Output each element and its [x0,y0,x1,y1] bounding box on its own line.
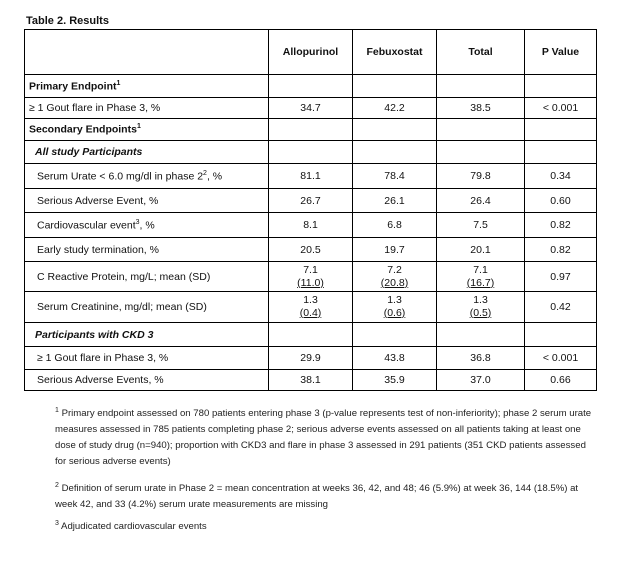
p-value-cell: 0.97 [525,262,597,292]
table-row [25,213,597,238]
row-label [25,98,269,119]
p-value-cell: 0.60 [525,189,597,213]
mean-value: 1.3 [303,294,318,306]
table-row [25,98,597,119]
empty-cell [353,141,437,164]
value-cell: 7.5 [437,213,525,238]
row-label-text: ≥ 1 Gout flare in Phase 3, % [37,352,169,364]
mean-value: 1.3 [387,294,402,306]
mean-value: 7.1 [473,263,488,276]
table-row [25,323,597,347]
sd-value: (20.8) [380,276,409,289]
footnote-marker: 2 [55,482,59,489]
value-cell: 6.8 [353,213,437,238]
value-cell: 38.1 [269,370,353,391]
row-label-text: ≥ 1 Gout flare in Phase 3, % [29,102,161,114]
footnote [55,403,595,470]
mean-value: 7.1 [303,263,318,276]
table-row [25,141,597,164]
footnote-marker: 1 [116,79,121,87]
row-label [25,347,269,370]
value-cell: 20.1 [437,238,525,262]
row-label [25,370,269,391]
column-header [25,30,269,75]
empty-cell [525,141,597,164]
empty-cell [437,119,525,141]
value-cell: 29.9 [269,347,353,370]
sd-value: (0.4) [299,307,322,319]
row-label [25,323,269,347]
empty-cell [269,141,353,164]
row-label [25,262,269,292]
column-header: Total [437,30,525,75]
row-label [25,213,269,238]
row-label-text: Serious Adverse Event, % [37,194,159,207]
value-cell: 43.8 [353,347,437,370]
table-title: Table 2. Results [26,15,109,27]
table-row [25,75,597,98]
column-header: Febuxostat [353,30,437,75]
row-label-suffix: , % [139,219,155,232]
empty-cell [269,119,353,141]
value-cell: 42.2 [353,98,437,119]
row-label [25,75,269,98]
footnote-text: Adjudicated cardiovascular events [61,521,207,533]
empty-cell [353,323,437,347]
p-value-cell: < 0.001 [525,347,597,370]
value-cell [353,262,437,292]
value-cell [353,292,437,323]
column-header: Allopurinol [269,30,353,75]
table-row [25,164,597,189]
results-table [24,29,597,391]
sd-value: (16.7) [466,276,495,289]
empty-cell [269,323,353,347]
row-label [25,141,269,164]
row-label-text: Serum Creatinine, mg/dl; mean (SD) [37,301,207,313]
row-label-text: Participants with CKD 3 [35,328,154,341]
row-label-text: Early study termination, % [37,243,159,256]
header-row [25,30,597,75]
row-label-text: Secondary Endpoints [29,123,137,136]
value-cell [269,292,353,323]
value-cell [437,262,525,292]
empty-cell [353,119,437,141]
table-row [25,238,597,262]
empty-cell [525,323,597,347]
row-label [25,164,269,189]
mean-value: 7.2 [387,263,402,276]
value-cell: 8.1 [269,213,353,238]
mean-value: 1.3 [473,294,488,306]
value-cell: 38.5 [437,98,525,119]
empty-cell [525,119,597,141]
value-cell: 37.0 [437,370,525,391]
value-cell: 26.4 [437,189,525,213]
empty-cell [525,75,597,98]
p-value-cell: 0.42 [525,292,597,323]
p-value-cell: < 0.001 [525,98,597,119]
footnote-marker: 1 [55,407,59,414]
row-label-text: Serious Adverse Events, % [37,374,164,386]
value-cell [437,292,525,323]
empty-cell [353,75,437,98]
footnote [55,478,595,513]
p-value-cell: 0.82 [525,213,597,238]
value-cell: 19.7 [353,238,437,262]
value-cell: 78.4 [353,164,437,189]
footnote-text: Definition of serum urate in Phase 2 = mean concentration at weeks 36, 42, and 48; 46 (5.9%) at week 36, 144 (18.5%) at week 42, and 33 (4.2%) serum urate measurements are missing [55,483,579,511]
table-row [25,119,597,141]
row-label [25,119,269,141]
footnote [55,516,595,535]
empty-cell [269,75,353,98]
footnote-marker: 1 [136,123,141,131]
footnote-text: Primary endpoint assessed on 780 patients entering phase 3 (p-value represents test of non-inferiority); phase 2 serum urate measures assessed in 785 patients completing phase 2; serious adverse events assessed on all patients taking at least one dose of study drug (n=940); proportion with CKD3 and flare in phase 3 assessed in 291 patients (351 CKD patients assessed for serious adverse events) [55,408,592,468]
value-cell: 36.8 [437,347,525,370]
footnote-marker: 3 [135,218,140,226]
value-cell: 81.1 [269,164,353,189]
footnote-marker: 2 [203,169,207,177]
sd-value: (0.5) [469,307,492,319]
empty-cell [437,323,525,347]
value-cell: 26.7 [269,189,353,213]
row-label-text: Primary Endpoint [29,80,117,93]
p-value-cell: 0.82 [525,238,597,262]
table-row [25,262,597,292]
row-label-text: All study Participants [35,146,143,158]
value-cell [269,262,353,292]
p-value-cell: 0.34 [525,164,597,189]
sd-value: (11.0) [297,276,324,289]
table-row [25,347,597,370]
footnote-marker: 3 [55,520,59,527]
row-label-suffix: , % [206,170,223,183]
table-row [25,189,597,213]
row-label [25,292,269,323]
empty-cell [437,141,525,164]
sd-value: (0.6) [383,307,406,319]
row-label-text: Serum Urate < 6.0 mg/dl in phase 2 [37,170,204,183]
row-label-text: Cardiovascular event [37,219,136,232]
column-header: P Value [525,30,597,75]
empty-cell [437,75,525,98]
row-label [25,189,269,213]
value-cell: 79.8 [437,164,525,189]
value-cell: 20.5 [269,238,353,262]
p-value-cell: 0.66 [525,370,597,391]
row-label-text: C Reactive Protein, mg/L; mean (SD) [37,270,211,283]
table-row [25,370,597,391]
value-cell: 26.1 [353,189,437,213]
value-cell: 35.9 [353,370,437,391]
value-cell: 34.7 [269,98,353,119]
row-label [25,238,269,262]
table-row [25,292,597,323]
